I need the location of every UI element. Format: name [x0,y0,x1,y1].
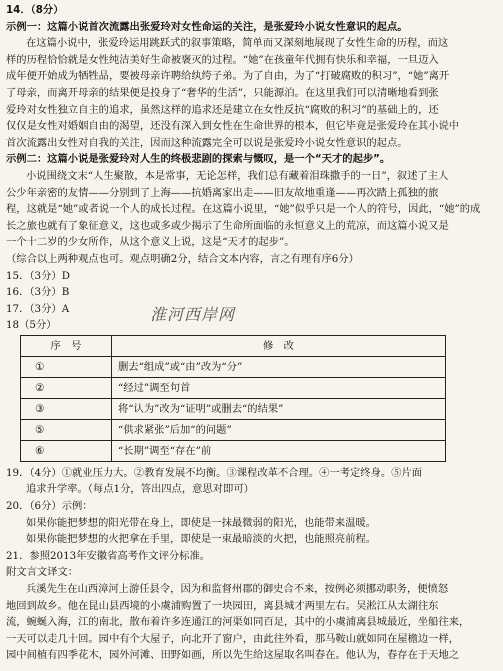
row-revision: “供求紧张”后加“的问题” [112,419,446,440]
translation-line: 园中间植有四季花木，园外河滩、田野如画，所以先生给这屋取名叫春在。他认为，春存在于天地之 [6,649,460,662]
answer-21: 21．参照2013年安徽省高考作文评分标准。 [6,549,211,562]
translation-line: 地回到故乡。他在昆山县西境的小虞浦购置了一块园田，离县城才两里左右。吴淞江从太湖往东 [6,599,439,612]
question-14-heading: 14．（8分） [6,4,64,16]
row-revision: “经过”调至句首 [112,377,446,398]
answer-19-cont: 追求升学率。（每点1分，答出四点，意思对即可） [26,483,254,496]
table-row [21,419,446,440]
row-number: ⑥ [21,440,112,461]
row-revision: 将“认为”改为“证明”或删去“的结果” [112,398,446,419]
answer-15: 15．（3分）D [6,269,70,282]
translation-line: 一天可以走几十回。园中有个大屋子，向北开了窗户，由此往外看，那马鞍山就如同在屋檐边一样， [6,632,460,645]
table-row [21,440,446,461]
table-row [21,377,446,398]
answer-20-example: 如果你能把梦想的阳光带在身上，即使是一抹最微弱的阳光，也能带来温暖。 [26,516,377,529]
translation-line: 兵溪先生在山西漳河上游任县令，因为和监督州郡的御史合不来，按例必须挪动职务，便愤怒 [26,583,449,596]
example-1-line: 首次流露出女性对自我的关注，因而这种流露完全可以说是张爱玲小说女性意识的起点。 [6,136,408,149]
translation-title: 附文言文译文： [6,566,79,579]
row-revision: “长期”调至“存在”前 [112,440,446,461]
example-1-line: 爱玲对女性独立自主的追求，虽然这样的追求还是建立在女性反抗“腐败的积习”的基础上的，还 [6,103,439,116]
example-1-line: 成年便开始成为牺牲品，要被母亲许聘给纨绔子弟。为了自由，为了“打破腐败的积习”，“她”离开 [6,70,450,83]
column-header-number: 序 号 [21,335,112,356]
answer-key-page [6,2,494,664]
answer-20-example: 如果你能把梦想的火把拿在手里，即使是一束最暗淡的火把，也能照亮前程。 [26,533,377,546]
example-2-line: 程，这就是“她”或者说一个人的成长过程。在这篇小说里，“她”似乎只是一个人的符号，因此，“她”的成 [6,203,481,216]
example-1-line: 样的历程恰恰就是女性纯洁美好生命被褒灭的过程。“她”在孩童年代拥有快乐和幸福，一旦迈入 [6,53,439,66]
example-2-line: 长之旅也就有了象征意义，这也或多或少揭示了生命所面临的永恒意义上的荒凉，而这篇小说又是 [6,219,449,232]
row-number: ① [21,356,112,377]
example-2-line: 公少年亲密的友情——分别到了上海——抗婚离家出走——旧友故地重逢——再次踏上孤独的旅 [6,186,439,199]
scoring-note: （综合以上两种观点也可。观点明确2分，结合文本内容，言之有理有序6分） [6,252,359,265]
column-header-revision: 修 改 [112,335,446,356]
example-2-heading: 示例二：这篇小说是张爱玲对人生的终极悲剧的探索与慨叹，是一个“天才的起步”。 [6,153,391,166]
example-1-line: 在这篇小说中，张爱玲运用跳跃式的叙事策略，简单而又深刻地展现了女性生命的历程，而这 [26,37,449,50]
row-number: ② [21,377,112,398]
row-number: ⑤ [21,419,112,440]
example-1-line: 仅仅是女性对婚姻自由的渴望，还没有深入到女性在生命世界的根本，但它毕竟是张爱玲在其小说中 [6,120,460,133]
answer-20-heading: 20．（6分）示例： [6,500,93,513]
answer-18-heading: 18（5分） [6,319,57,332]
table-row [21,356,446,377]
example-1-line: 了母亲，而离开母亲的结果便是投身了“奢华的生活”，只能源泊。在这里我们可以清晰地看到张 [6,86,439,99]
example-2-line: 小说围绕文末“人生聚散，本是常事，无论怎样，我们总有藏着泪珠撒手的一日”，叙述了主人 [26,169,449,182]
example-1-heading: 示例一：这篇小说首次流露出张爱玲对女性命运的关注，是张爱玲小说女性意识的起点。 [6,20,408,33]
translation-line: 流，蜿蜒入海，江的南北，散布着许多连通江的河渠如同百足，其中的小虞浦离县城最近，坐船往来， [6,616,470,629]
example-2-line: 一个十二岁的少女所作，从这个意义上说，这是“天才的起步”。 [6,236,295,249]
row-number: ③ [21,398,112,419]
revision-table [20,335,446,462]
answer-19: 19．（4分）①就业压力大。②教育发展不均衡。③课程改革不合理。④一考定终身。⑤片面 [6,466,423,479]
row-revision: 删去“组成”或“由”改为“分” [112,356,446,377]
watermark: 淮河西岸网 [150,305,236,324]
revision-table-header [21,335,446,356]
answer-17: 17．（3分）A [6,302,70,315]
table-row [21,398,446,419]
answer-16: 16．（3分）B [6,286,70,299]
